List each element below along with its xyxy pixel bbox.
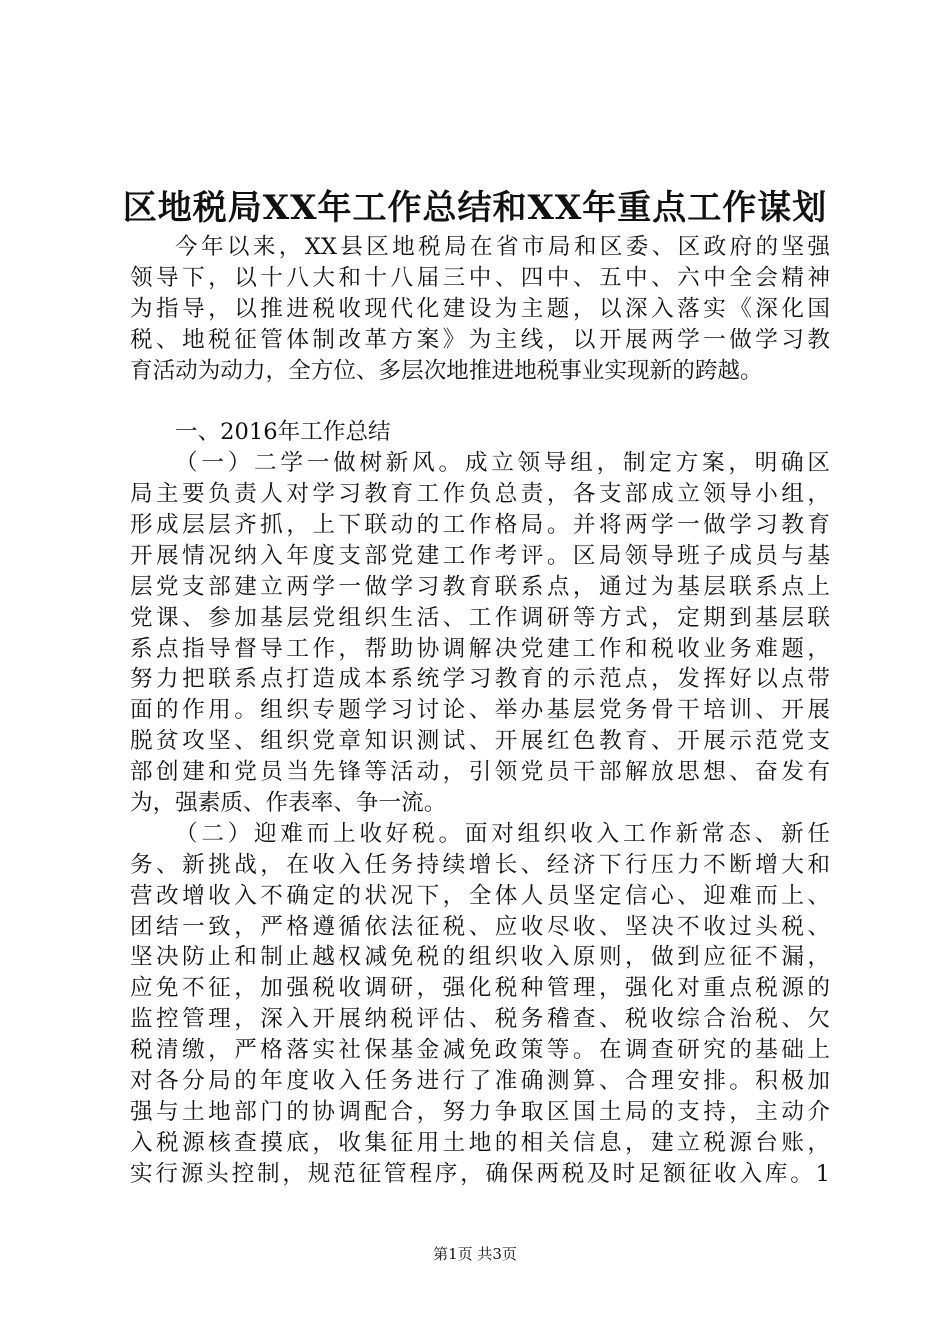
intro-line: 今年以来，XX县区地税局在省市局和区委、区政府的坚强 [175,234,830,260]
paragraph-line: 局主要负责人对学习教育工作负总责，各支部成立领导小组， [130,481,830,508]
paragraph-line: 入税源核查摸底，收集征用土地的相关信息，建立税源台账， [130,1129,830,1156]
paragraph-line: 实行源头控制，规范征管程序，确保两税及时足额征收入库。1 [130,1160,830,1187]
paragraph-spacer [130,386,830,417]
paragraph-line: （二）迎难而上收好税。面对组织收入工作新常态、新任 [175,820,830,847]
paragraph-line: （一）二学一做树新风。成立领导组，制定方案，明确区 [175,450,830,477]
paragraph-line: 监控管理，深入开展纳税评估、税务稽查、税收综合治税、欠 [130,1006,830,1033]
paragraph-line: 部创建和党员当先锋等活动，引领党员干部解放思想、奋发有 [130,759,830,786]
paragraph-line: 开展情况纳入年度支部党建工作考评。区局领导班子成员与基 [130,542,830,569]
intro-line: 为指导，以推进税收现代化建设为主题，以深入落实《深化国 [130,295,830,322]
paragraph-line: 营改增收入不确定的状况下，全体人员坚定信心、迎难而上、 [130,882,830,909]
paragraph-one [130,448,830,819]
paragraph-line: 坚决防止和制止越权减免税的组织收入原则，做到应征不漏， [130,944,830,971]
paragraph-two [130,819,830,1190]
intro-line: 税、地税征管体制改革方案》为主线，以开展两学一做学习教 [130,326,830,353]
page-number-footer: 第1页 共3页 [433,1245,517,1263]
paragraph-line: 层党支部建立两学一做学习教育联系点，通过为基层联系点上 [130,573,830,600]
intro-line: 育活动为动力，全方位、多层次地推进地税事业实现新的跨越。 [130,357,763,384]
paragraph-line: 为，强素质、作表率、争一流。 [130,790,447,817]
document-title: 区地税局XX年工作总结和XX年重点工作谋划 [122,188,828,228]
paragraph-line: 税清缴，严格落实社保基金减免政策等。在调查研究的基础上 [130,1037,830,1064]
section-heading: 一、2016年工作总结 [175,419,391,446]
paragraph-line: 党课、参加基层党组织生活、工作调研等方式，定期到基层联 [130,604,830,631]
paragraph-line: 面的作用。组织专题学习讨论、举办基层党务骨干培训、开展 [130,697,830,724]
paragraph-line: 系点指导督导工作，帮助协调解决党建工作和税收业务难题， [130,635,830,662]
intro-paragraph [130,232,830,386]
paragraph-line: 形成层层齐抓，上下联动的工作格局。并将两学一做学习教育 [130,512,830,539]
intro-line: 领导下，以十八大和十八届三中、四中、五中、六中全会精神 [130,264,830,291]
paragraph-line: 努力把联系点打造成本系统学习教育的示范点，发挥好以点带 [130,666,830,693]
document-body [130,232,830,1190]
paragraph-line: 对各分局的年度收入任务进行了准确测算、合理安排。积极加 [130,1068,830,1095]
paragraph-line: 应免不征，加强税收调研，强化税种管理，强化对重点税源的 [130,975,830,1002]
paragraph-line: 团结一致，严格遵循依法征税、应收尽收、坚决不收过头税、 [130,913,830,940]
paragraph-line: 强与土地部门的协调配合，努力争取区国土局的支持，主动介 [130,1098,830,1125]
paragraph-line: 脱贫攻坚、组织党章知识测试、开展红色教育、开展示范党支 [130,728,830,755]
paragraph-line: 务、新挑战，在收入任务持续增长、经济下行压力不断增大和 [130,851,830,878]
